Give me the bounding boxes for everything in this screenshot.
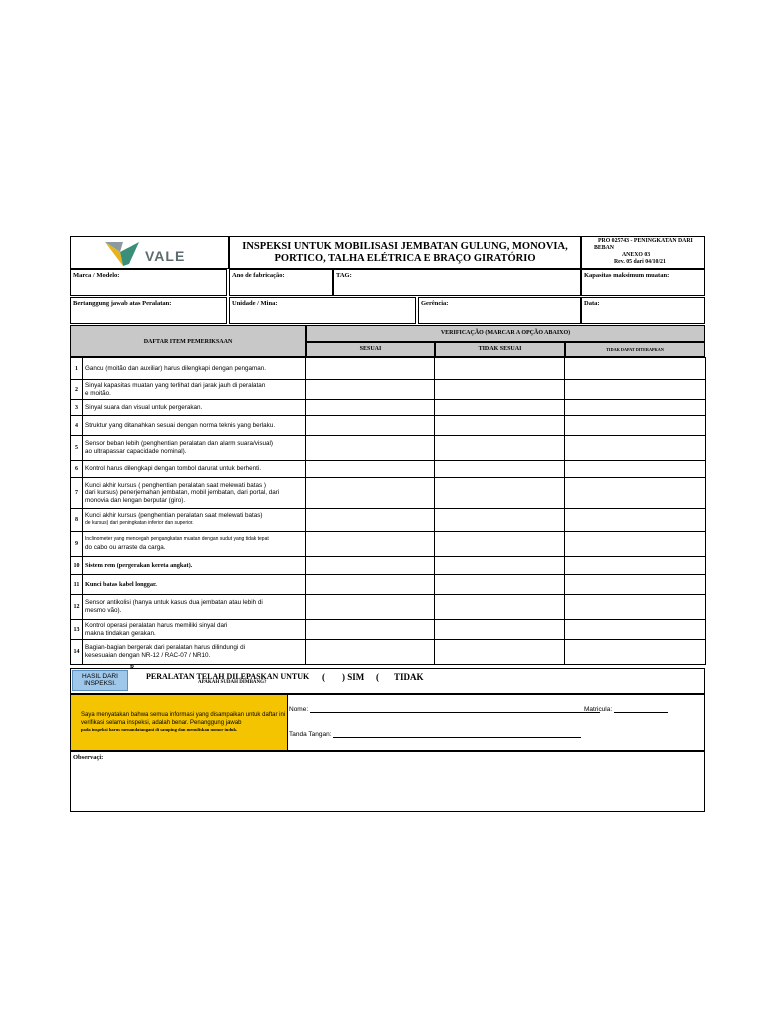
item-description: Bagian-bagian bergerak dari peralatan harus dilindungi di kesesuaian dengan NR-12 / RAC-07 / NR10. xyxy=(83,640,306,665)
not-ok-checkbox-cell[interactable] xyxy=(435,358,565,380)
col-not-ok-header: TIDAK SESUAI xyxy=(435,342,565,357)
not-ok-checkbox-cell[interactable] xyxy=(435,416,565,436)
na-checkbox-cell[interactable] xyxy=(565,532,706,557)
not-ok-checkbox-cell[interactable] xyxy=(435,595,565,620)
revision: Rev. 05 dari 04/10/21 xyxy=(614,259,666,265)
na-checkbox-cell[interactable] xyxy=(565,478,706,509)
na-checkbox-cell[interactable] xyxy=(565,557,706,575)
registration-line[interactable] xyxy=(614,712,668,713)
table-row xyxy=(71,557,706,575)
na-checkbox-cell[interactable] xyxy=(565,620,706,640)
divider-vertical xyxy=(287,694,288,751)
item-number: 8 xyxy=(71,509,83,532)
ok-checkbox-cell[interactable] xyxy=(306,620,435,640)
not-ok-checkbox-cell[interactable] xyxy=(435,532,565,557)
ok-checkbox-cell[interactable] xyxy=(306,478,435,509)
na-checkbox-cell[interactable] xyxy=(565,436,706,461)
table-row xyxy=(71,595,706,620)
item-description: Sensor beban lebih (penghentian peralatan dan alarm suara/visual) ao ultrapassar capacidade nominal). xyxy=(83,436,306,461)
doc-code-cell xyxy=(581,236,705,269)
na-checkbox-cell[interactable] xyxy=(565,595,706,620)
item-description: Kontrol harus dilengkapi dengan tombol darurat untuk berhenti. xyxy=(83,461,306,478)
signature-field[interactable]: Tanda Tangan: xyxy=(289,731,581,738)
brand-model-field[interactable]: Marca / Modelo: xyxy=(70,269,227,296)
yes-option[interactable]: ) SIM xyxy=(342,672,365,682)
table-row xyxy=(71,380,706,400)
form-title-line2: PORTICO, TALHA ELÉTRICA E BRAÇO GIRATÓRIO xyxy=(274,253,536,264)
released-question: PERALATAN TELAH DILEPASKAN UNTUK APAKAH SUDAH DIMBANG? xyxy=(146,672,310,685)
not-ok-checkbox-cell[interactable] xyxy=(435,509,565,532)
doc-code-cont: BEBAN xyxy=(594,245,614,251)
ok-checkbox-cell[interactable] xyxy=(306,461,435,478)
item-description: Sinyal kapasitas muatan yang terlihat dari jarak jauh di peralatan e moitão. xyxy=(83,380,306,400)
item-number: 13 xyxy=(71,620,83,640)
table-row xyxy=(71,358,706,380)
item-number: 11 xyxy=(71,575,83,595)
table-row xyxy=(71,575,706,595)
ok-checkbox-cell[interactable] xyxy=(306,358,435,380)
checklist-table xyxy=(70,357,706,665)
na-checkbox-cell[interactable] xyxy=(565,509,706,532)
item-number: 12 xyxy=(71,595,83,620)
not-ok-checkbox-cell[interactable] xyxy=(435,575,565,595)
item-number: 7 xyxy=(71,478,83,509)
item-number: 2 xyxy=(71,380,83,400)
table-row xyxy=(71,400,706,416)
item-number: 4 xyxy=(71,416,83,436)
item-description: Sistem rem (pergerakan kereta angkat). xyxy=(83,557,306,575)
item-description: Kunci akhir kursus (penghentian peralatan saat melewati batas) de kursus) dari peningkatan inferior dan superior. xyxy=(83,509,306,532)
yes-paren: ( xyxy=(322,672,325,682)
item-description: Inclinometer yang mencegah pengangkatan muatan dengan sudut yang tidak tepat do cabo ou arraste da carga. xyxy=(83,532,306,557)
item-description: Sinyal suara dan visual untuk pergerakan. xyxy=(83,400,306,416)
max-load-field[interactable]: Kapasitas maksimum muatan: xyxy=(581,269,705,296)
not-ok-checkbox-cell[interactable] xyxy=(435,461,565,478)
manufacture-year-field[interactable]: Ano de fabricação: xyxy=(229,269,333,296)
na-checkbox-cell[interactable] xyxy=(565,575,706,595)
item-description: Struktur yang ditanahkan sesuai dengan norma teknis yang berlaku. xyxy=(83,416,306,436)
form-title-line1: INSPEKSI UNTUK MOBILISASI JEMBATAN GULUNG, MONOVIA, xyxy=(242,241,568,252)
doc-code: PRO 025743 - PENINGKATAN DARI xyxy=(598,238,693,244)
table-row xyxy=(71,509,706,532)
item-number: 5 xyxy=(71,436,83,461)
table-row xyxy=(71,461,706,478)
table-row xyxy=(71,478,706,509)
not-ok-checkbox-cell[interactable] xyxy=(435,436,565,461)
not-ok-checkbox-cell[interactable] xyxy=(435,620,565,640)
date-field[interactable]: Data: xyxy=(581,297,705,324)
ok-checkbox-cell[interactable] xyxy=(306,416,435,436)
verification-header: VERIFICAÇÃO (MARCAR A OPÇÃO ABAIXO) xyxy=(306,325,705,342)
result-label-stray: R xyxy=(130,665,135,671)
na-checkbox-cell[interactable] xyxy=(565,380,706,400)
item-description: Gancu (moitão dan auxiliar) harus dilengkapi dengan pengaman. xyxy=(83,358,306,380)
responsible-field[interactable]: Bertanggung jawab atas Peralatan: xyxy=(70,297,227,324)
not-ok-checkbox-cell[interactable] xyxy=(435,640,565,665)
table-row xyxy=(71,436,706,461)
items-header: DAFTAR ITEM PEMERIKSAAN xyxy=(70,325,306,357)
table-row xyxy=(71,532,706,557)
table-row xyxy=(71,640,706,665)
name-field[interactable]: Nome: xyxy=(289,706,600,713)
item-number: 3 xyxy=(71,400,83,416)
logo-text: VALE xyxy=(145,248,186,264)
item-number: 14 xyxy=(71,640,83,665)
table-row xyxy=(71,620,706,640)
na-checkbox-cell[interactable] xyxy=(565,400,706,416)
not-ok-checkbox-cell[interactable] xyxy=(435,400,565,416)
ok-checkbox-cell[interactable] xyxy=(306,400,435,416)
tag-field[interactable]: TAG: xyxy=(333,269,581,296)
item-description: Kunci akhir kursus ( penghentian peralatan saat melewati batas ) dari kursus) penerjemahan jembatan, mobil jembatan, dari portal, dari monovia dan lengan berputar (giro). xyxy=(83,478,306,509)
ok-checkbox-cell[interactable] xyxy=(306,640,435,665)
ok-checkbox-cell[interactable] xyxy=(306,575,435,595)
ok-checkbox-cell[interactable] xyxy=(306,380,435,400)
result-label: HASIL DARI INSPEKSI. xyxy=(72,670,128,691)
na-checkbox-cell[interactable] xyxy=(565,640,706,665)
item-number: 9 xyxy=(71,532,83,557)
col-ok-header: SESUAI xyxy=(306,342,435,357)
ok-checkbox-cell[interactable] xyxy=(306,532,435,557)
item-description: Sensor antikolisi (hanya untuk kasus dua jembatan atau lebih di mesmo vão). xyxy=(83,595,306,620)
ok-checkbox-cell[interactable] xyxy=(306,436,435,461)
no-paren: ( xyxy=(376,672,379,682)
unit-mine-field[interactable]: Unidade / Mina: xyxy=(229,297,416,324)
observations-field[interactable]: Observaçi: xyxy=(70,751,705,812)
item-description: Kontrol operasi peralatan harus memiliki sinyal dari makna tindakan gerakan. xyxy=(83,620,306,640)
registration-field[interactable]: Matricula: xyxy=(584,706,668,713)
not-ok-checkbox-cell[interactable] xyxy=(435,478,565,509)
na-checkbox-cell[interactable] xyxy=(565,461,706,478)
item-number: 1 xyxy=(71,358,83,380)
ok-checkbox-cell[interactable] xyxy=(306,595,435,620)
name-line[interactable] xyxy=(310,712,600,713)
ok-checkbox-cell[interactable] xyxy=(306,509,435,532)
signature-line[interactable] xyxy=(333,737,581,738)
item-number: 10 xyxy=(71,557,83,575)
item-number: 6 xyxy=(71,461,83,478)
not-ok-checkbox-cell[interactable] xyxy=(435,380,565,400)
not-ok-checkbox-cell[interactable] xyxy=(435,557,565,575)
declaration-text: Saya menyatakan bahwa semua informasi yang disampaikan untuk daftar ini verifikasi selama inspeksi, adalah benar. Penanggung jawab pada inspeksi harus menandatangani di samping dan menuliskan nomor induk. xyxy=(71,695,287,750)
col-na-header: TIDAK DAPAT DITERAPKAN xyxy=(565,342,705,357)
management-field[interactable]: Gerência: xyxy=(418,297,581,324)
annex: ANEXO 03 xyxy=(622,252,651,258)
na-checkbox-cell[interactable] xyxy=(565,358,706,380)
title-cell xyxy=(229,236,581,269)
item-description: Kunci batas kabel longgar. xyxy=(83,575,306,595)
no-option[interactable]: TIDAK xyxy=(394,672,424,682)
ok-checkbox-cell[interactable] xyxy=(306,557,435,575)
logo-cell xyxy=(70,236,229,269)
na-checkbox-cell[interactable] xyxy=(565,416,706,436)
table-row xyxy=(71,416,706,436)
